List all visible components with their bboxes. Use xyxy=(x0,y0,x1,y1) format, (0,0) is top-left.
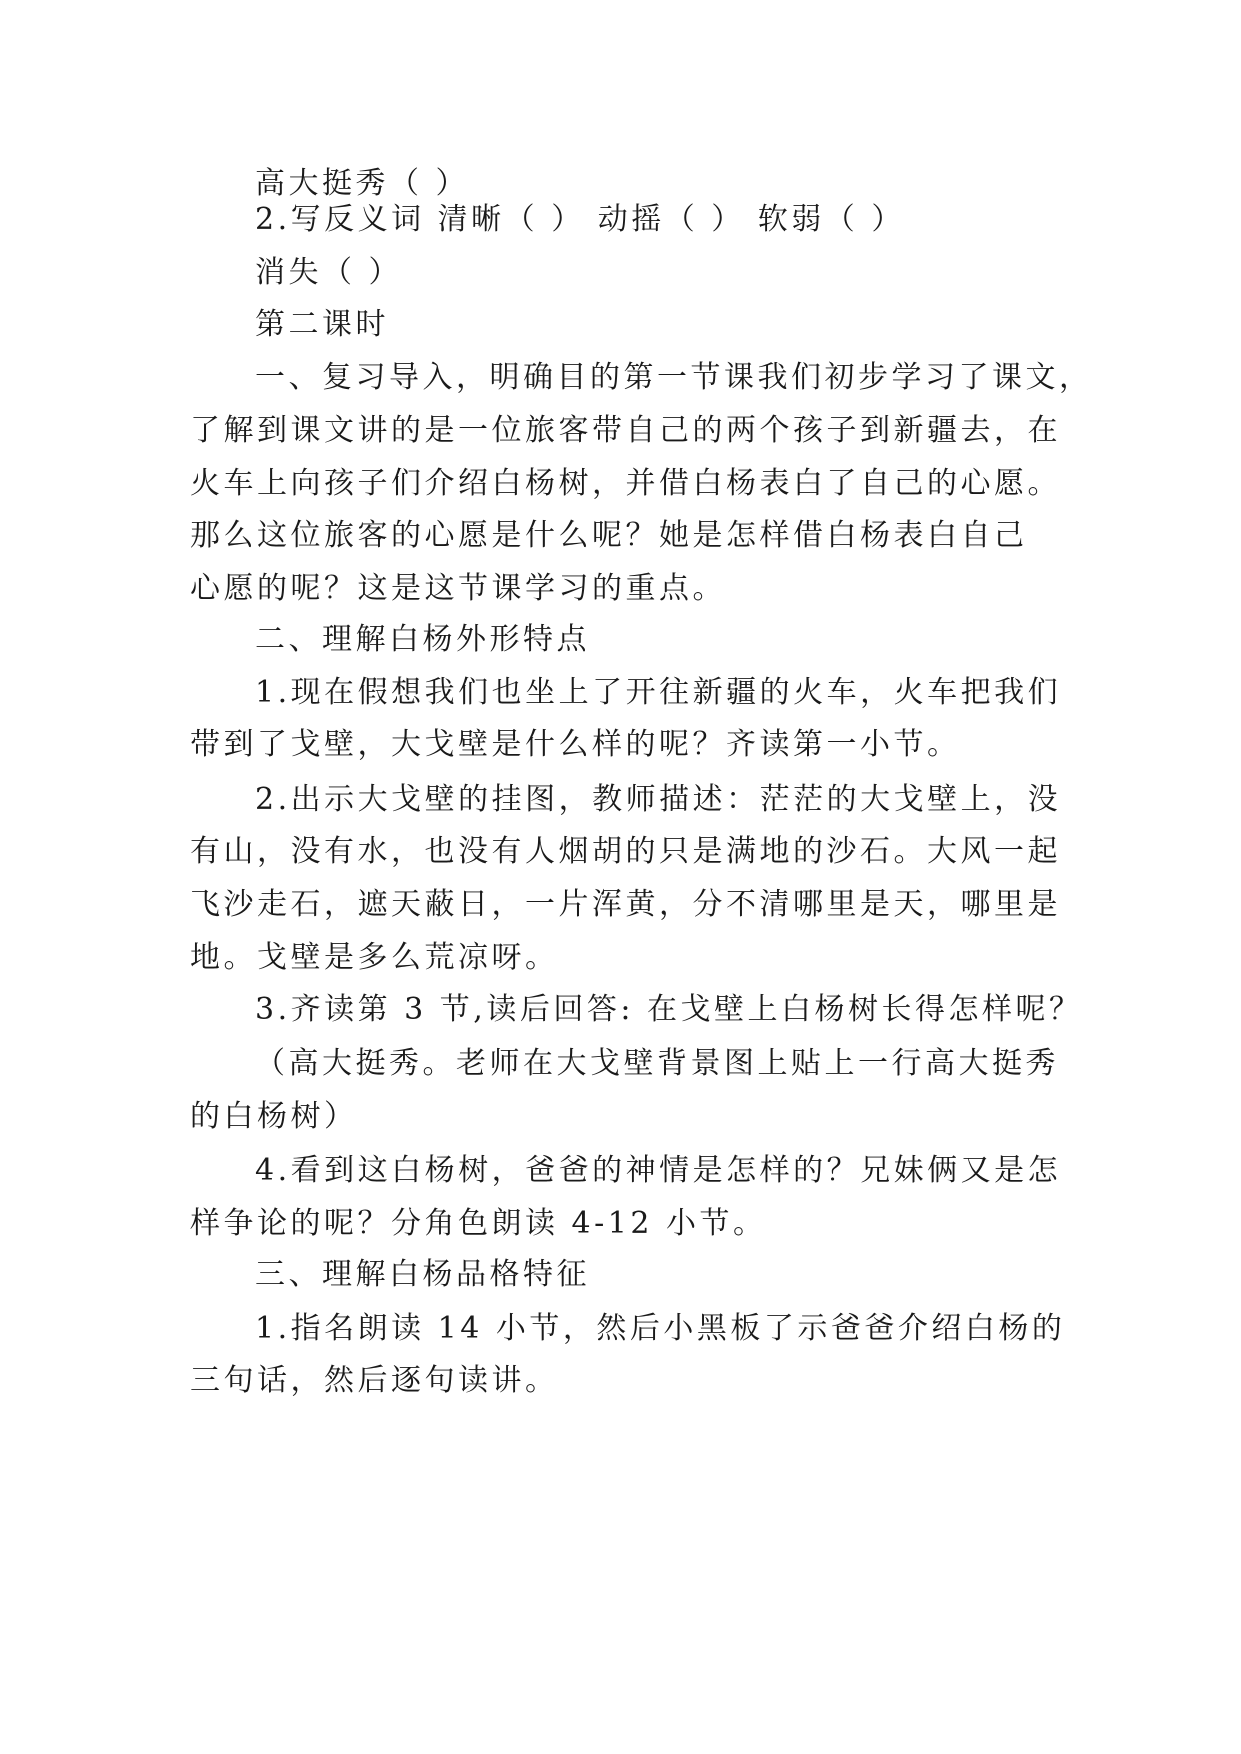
text-line-14: 有山，没有水，也没有人烟胡的只是满地的沙石。大风一起 xyxy=(190,834,1061,869)
text-line-3: 消失（ ） xyxy=(255,255,403,290)
text-line-5: 一、复习导入，明确目的第一节课我们初步学习了课文， xyxy=(255,360,1093,395)
text-line-21: 样争论的呢？分角色朗读 4-12 小节。 xyxy=(190,1206,767,1241)
text-line-20: 4.看到这白杨树，爸爸的神情是怎样的？兄妹俩又是怎 xyxy=(255,1153,1062,1188)
text-line-17: 3.齐读第 3 节,读后回答: 在戈壁上白杨树长得怎样呢？ xyxy=(255,992,1083,1027)
text-line-15: 飞沙走石，遮天蔽日，一片浑黄，分不清哪里是天，哪里是 xyxy=(190,887,1061,922)
text-line-18: （高大挺秀。老师在大戈壁背景图上贴上一行高大挺秀 xyxy=(255,1046,1059,1081)
section-heading-second-lesson: 第二课时 xyxy=(255,307,389,342)
text-line-19: 的白杨树） xyxy=(190,1099,358,1134)
text-line-2: 2.写反义词 清晰（ ） 动摇（ ） 软弱（ ） xyxy=(255,202,905,237)
section-heading-character: 三、理解白杨品格特征 xyxy=(255,1257,590,1292)
text-line-1: 高大挺秀（ ） xyxy=(255,166,470,201)
text-line-16: 地。戈壁是多么荒凉呀。 xyxy=(190,940,559,975)
text-line-8: 那么这位旅客的心愿是什么呢？她是怎样借白杨表白自己 xyxy=(190,518,1028,553)
text-line-6: 了解到课文讲的是一位旅客带自己的两个孩子到新疆去，在 xyxy=(190,413,1061,448)
text-line-23: 1.指名朗读 14 小节，然后小黑板了示爸爸介绍白杨的 xyxy=(255,1311,1066,1346)
text-line-13: 2.出示大戈壁的挂图，教师描述：茫茫的大戈壁上，没 xyxy=(255,782,1062,817)
text-line-9: 心愿的呢？这是这节课学习的重点。 xyxy=(190,571,726,606)
text-line-24: 三句话，然后逐句读讲。 xyxy=(190,1363,559,1398)
section-heading-appearance: 二、理解白杨外形特点 xyxy=(255,622,590,657)
text-line-7: 火车上向孩子们介绍白杨树，并借白杨表白了自己的心愿。 xyxy=(190,466,1061,501)
text-line-12: 带到了戈壁，大戈壁是什么样的呢？齐读第一小节。 xyxy=(190,727,961,762)
text-line-11: 1.现在假想我们也坐上了开往新疆的火车，火车把我们 xyxy=(255,675,1062,710)
